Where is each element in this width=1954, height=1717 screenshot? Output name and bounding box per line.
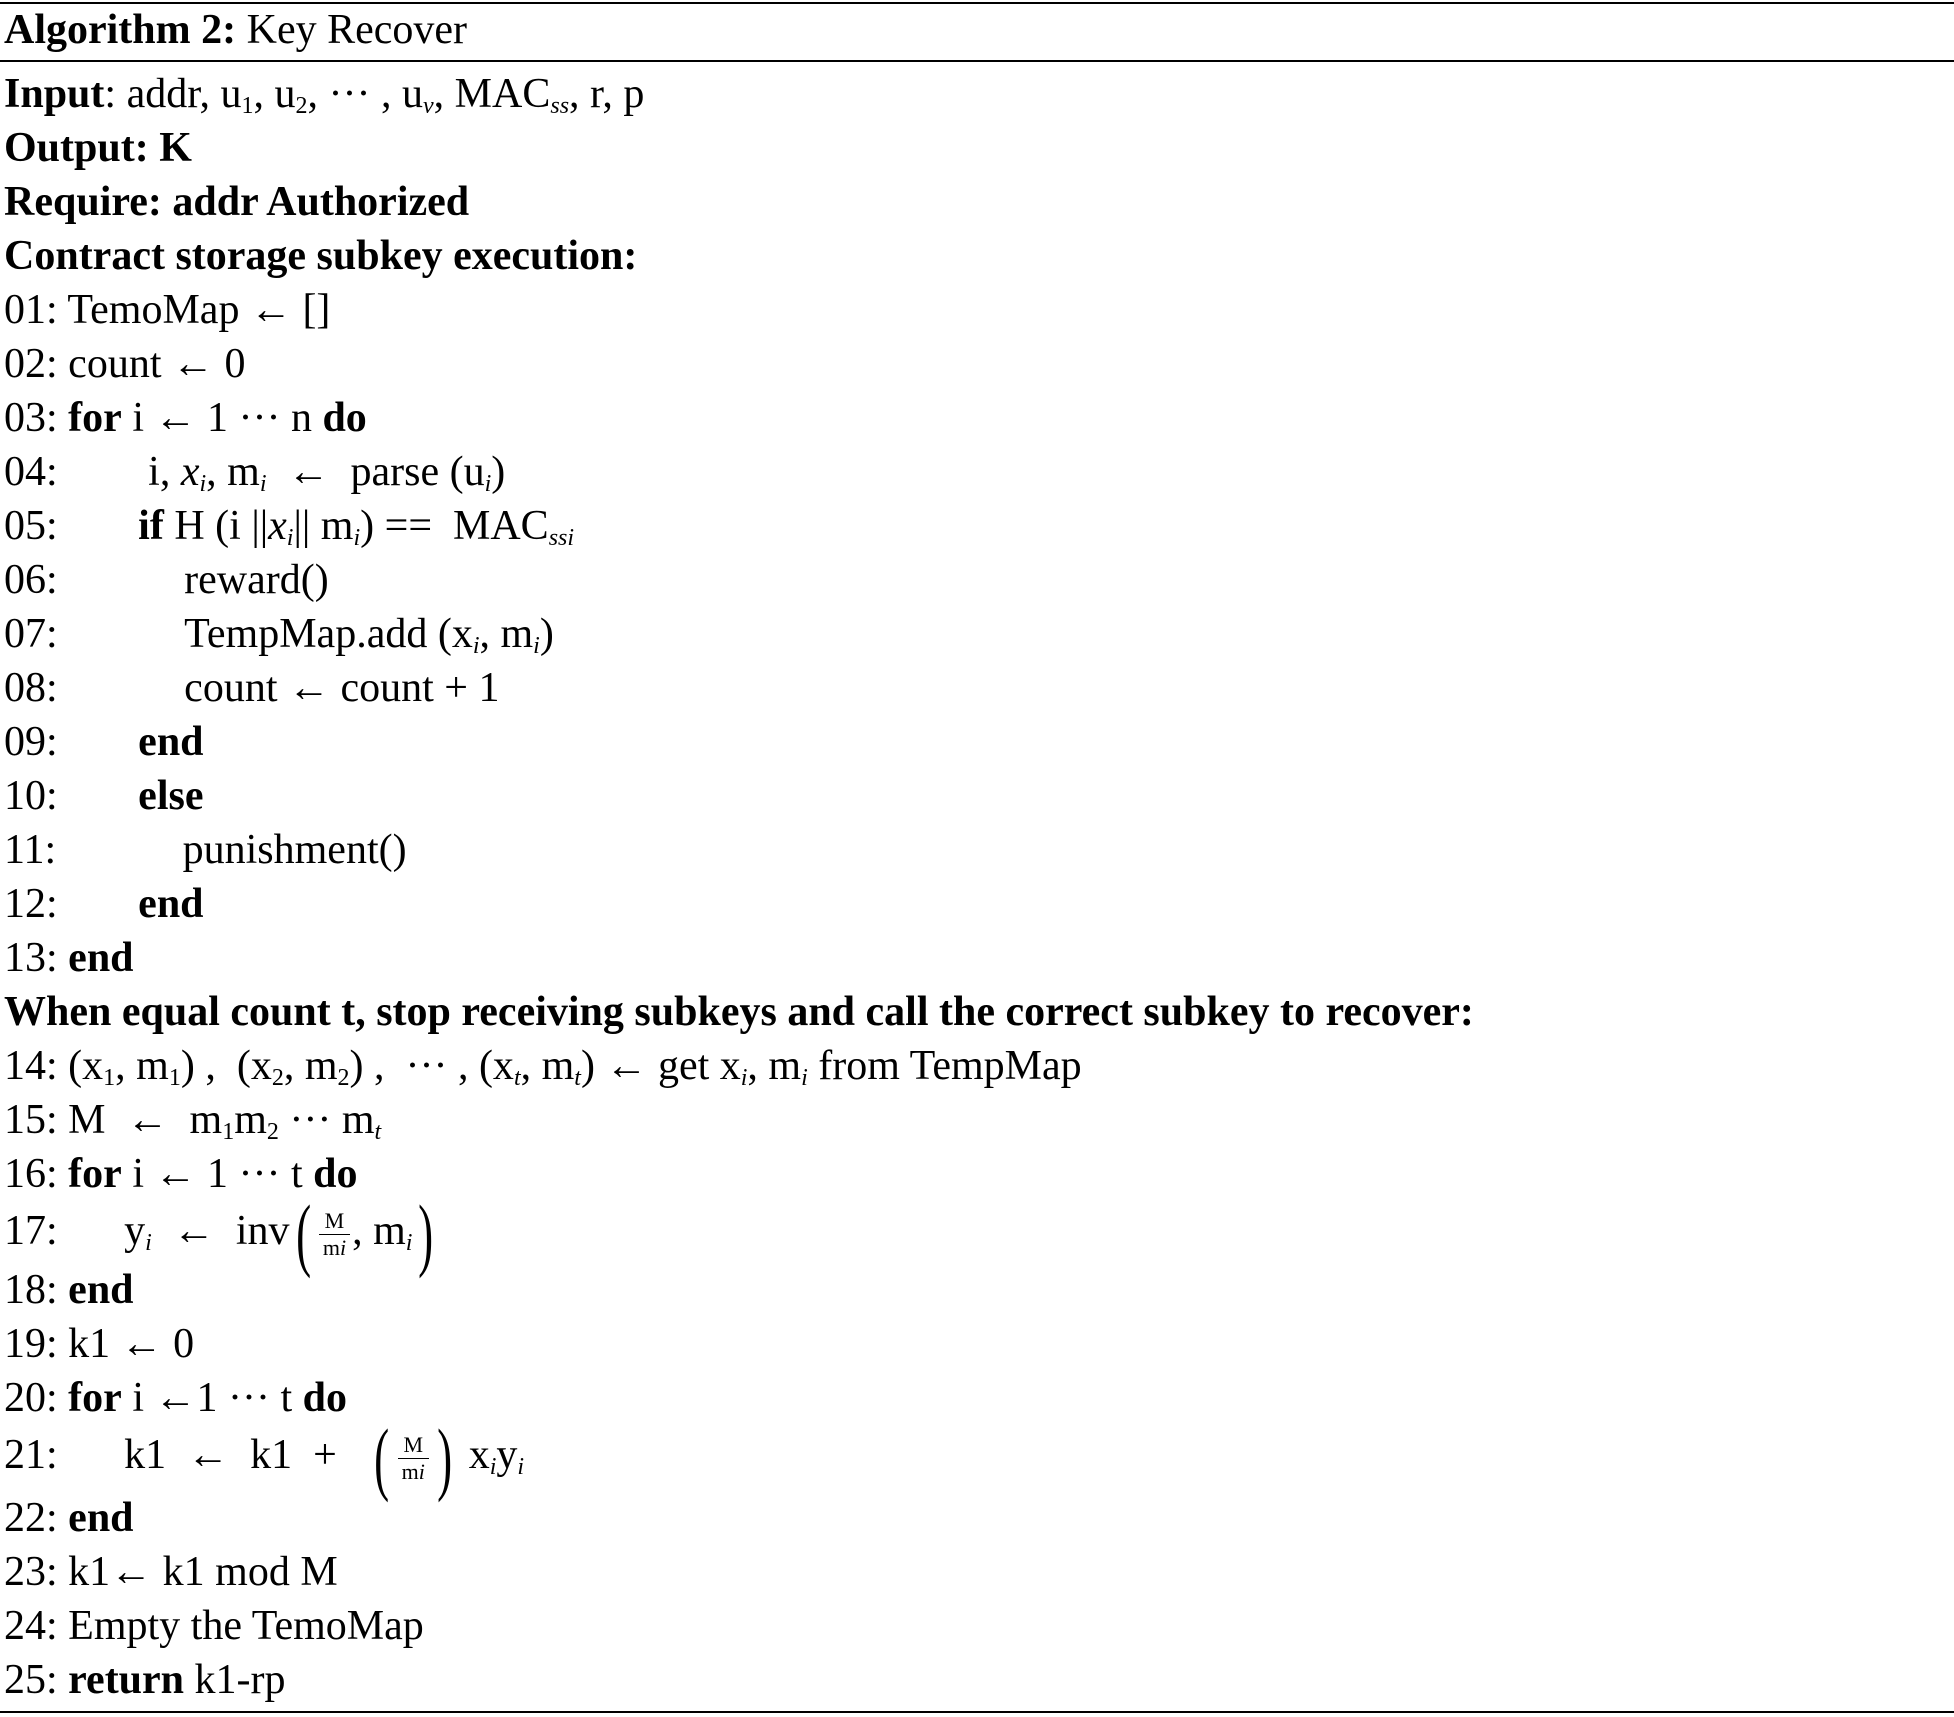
code-line: 17: $y_i$ ← inv( $\frac{M}{mi}$ , $m_i$)	[4, 1188, 434, 1279]
code-line: 21: k1 ← k1 + ( $\frac{M}{mi}$ ) $x_iy_i$	[4, 1412, 525, 1503]
code-line	[4, 772, 203, 820]
code-line	[4, 1602, 424, 1650]
line-number: 08:	[4, 665, 58, 711]
line-number: 07:	[4, 611, 58, 657]
line-number: 22:	[4, 1495, 58, 1541]
code-text: k1 ← 0	[68, 1321, 195, 1367]
line-number: 18:	[4, 1267, 58, 1313]
keyword: for	[68, 1375, 122, 1421]
keyword: for	[68, 395, 122, 441]
fraction: $\frac{M}{mi}$	[398, 1432, 429, 1485]
line-number: 05:	[4, 503, 58, 549]
algorithm-title	[4, 6, 467, 54]
code-text: reward()	[184, 557, 329, 603]
input-sub: 1	[241, 93, 254, 119]
keyword: return	[68, 1657, 185, 1703]
code-text: TemoMap ← []	[67, 287, 331, 333]
keyword: if	[138, 503, 164, 549]
code-text: i ← 1 ··· t	[121, 1151, 314, 1197]
code-text: count ← count + 1	[184, 665, 500, 711]
code-line	[4, 718, 204, 766]
code-text: i ← 1 ··· n	[121, 395, 323, 441]
keyword: end	[138, 881, 204, 927]
line-number: 20:	[4, 1375, 58, 1421]
code-line: 07: TempMap.add ($x_i$, $m_i$)	[4, 611, 554, 659]
code-line	[4, 394, 367, 442]
code-line	[4, 664, 499, 712]
section-heading: Contract storage subkey execution:	[4, 233, 638, 279]
keyword: do	[302, 1375, 347, 1421]
line-number: 06:	[4, 557, 58, 603]
line-number: 14:	[4, 1043, 58, 1089]
code-line: 15: M ← $m_1m_2$ ··· $m_t$	[4, 1097, 382, 1145]
line-number: 03:	[4, 395, 58, 441]
keyword: do	[313, 1151, 358, 1197]
input-text: , u	[253, 71, 296, 117]
line-number: 19:	[4, 1321, 58, 1367]
input-text: , r, p	[569, 71, 645, 117]
line-number: 21:	[4, 1431, 58, 1478]
code-line: 14: ($x_1$, $m_1$) , ($x_2$, $m_2$) , ··· , ($x_t$, $m_t$) ← get $x_i$, $m_i$ from TempMap	[4, 1043, 1082, 1091]
code-line	[4, 1656, 286, 1704]
code-text: k1-rp	[184, 1657, 286, 1703]
line-number: 24:	[4, 1603, 58, 1649]
input-sub: 2	[295, 93, 308, 119]
section-heading: When equal count t, stop receiving subkeys and call the correct subkey to recover:	[4, 989, 1474, 1035]
input-text: : addr, u	[104, 71, 242, 117]
input-label: Input	[4, 71, 105, 117]
input-text: , ··· , u	[307, 71, 423, 117]
code-text: Empty the TemoMap	[68, 1603, 424, 1649]
line-number: 11:	[4, 827, 57, 873]
code-text: count ← 0	[68, 341, 246, 387]
keyword: else	[138, 773, 204, 819]
code-line	[4, 934, 134, 982]
line-number: 02:	[4, 341, 58, 387]
code-line	[4, 826, 407, 874]
algorithm-name: Key Recover	[246, 7, 468, 53]
code-text: k1← k1 mod M	[68, 1549, 338, 1595]
line-number: 12:	[4, 881, 58, 927]
require-line: Require: addr Authorized	[4, 179, 470, 225]
line-number: 09:	[4, 719, 58, 765]
keyword: end	[68, 1267, 134, 1313]
code-line: 05: if H (i $||x_i||$ $m_i) == MAC_{ssi}$	[4, 503, 575, 551]
top-rule	[0, 2, 1954, 4]
keyword: for	[68, 1151, 122, 1197]
header-rule	[0, 60, 1954, 62]
output-line: Output: K	[4, 125, 192, 171]
code-text: i ←1 ··· t	[121, 1375, 303, 1421]
code-text: punishment()	[182, 827, 407, 873]
code-line	[4, 880, 204, 928]
code-line	[4, 556, 329, 604]
keyword: end	[68, 935, 134, 981]
line-number: 16:	[4, 1151, 58, 1197]
input-text: , MAC	[433, 71, 551, 117]
line-number: 23:	[4, 1549, 58, 1595]
code-line	[4, 286, 330, 334]
keyword: end	[68, 1495, 134, 1541]
line-number: 04:	[4, 449, 58, 495]
line-number: 01:	[4, 287, 58, 333]
input-sub: v	[423, 93, 434, 119]
line-number: 17:	[4, 1207, 58, 1254]
fraction: $\frac{M}{mi}$	[319, 1208, 350, 1261]
keyword: do	[322, 395, 367, 441]
code-line	[4, 1548, 338, 1596]
input-sub: ss	[550, 93, 570, 119]
code-line	[4, 1266, 134, 1314]
code-line	[4, 1374, 347, 1422]
bottom-rule	[0, 1711, 1954, 1713]
input-line	[4, 70, 644, 118]
line-number: 13:	[4, 935, 58, 981]
code-line	[4, 1320, 194, 1368]
line-number: 15:	[4, 1097, 58, 1143]
code-line	[4, 340, 245, 388]
line-number: 25:	[4, 1657, 58, 1703]
keyword: end	[138, 719, 204, 765]
code-line	[4, 1494, 134, 1542]
code-line: 04: i, $x_i$, $m_i$ ← parse $(u_i)$	[4, 449, 506, 497]
line-number: 10:	[4, 773, 58, 819]
algorithm-label: Algorithm 2:	[4, 7, 237, 53]
